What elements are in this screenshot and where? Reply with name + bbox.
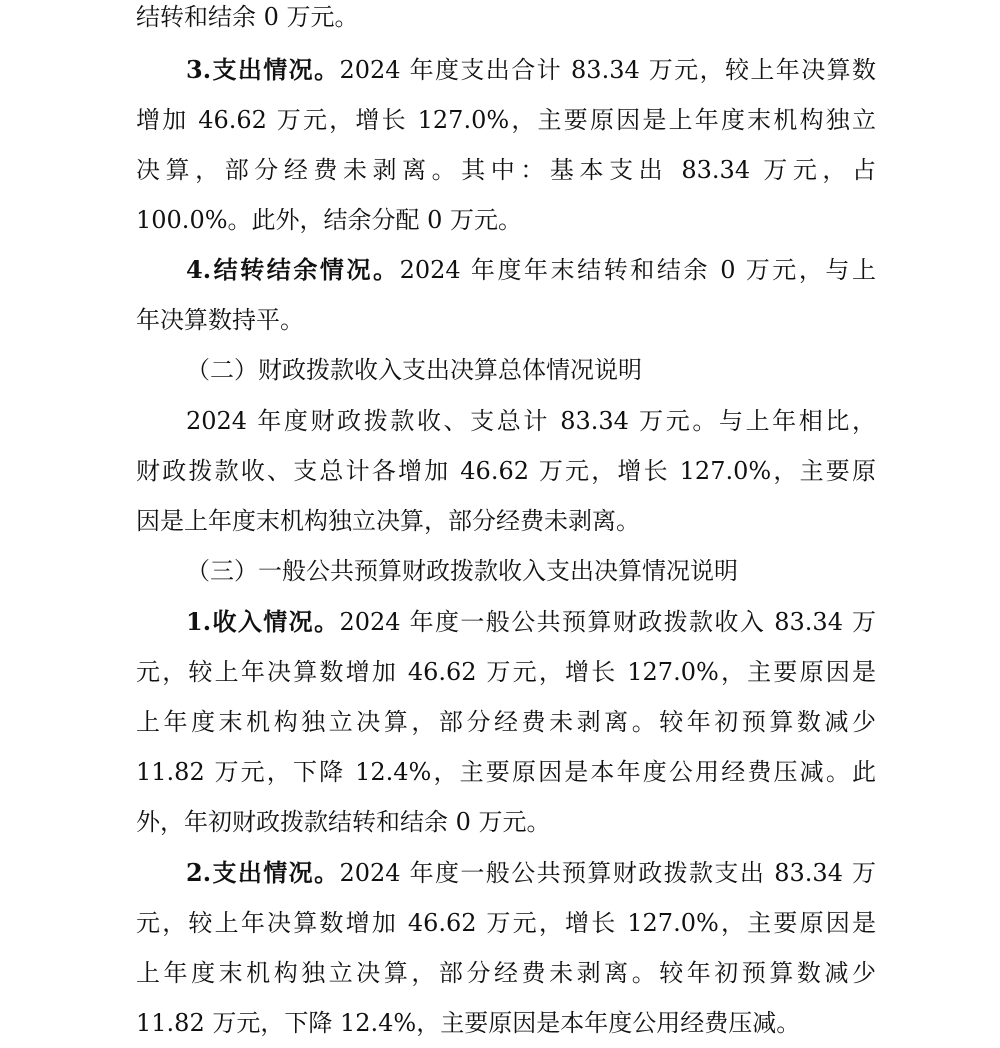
section-heading: 1.收入情况。 — [186, 607, 340, 636]
paragraph-line: 增加 46.62 万元，增长 127.0%，主要原因是上年度末机构独立 — [136, 106, 876, 134]
paragraph-line: 4.结转结余情况。2024 年度年末结转和结余 0 万元，与上 — [186, 255, 876, 284]
paragraph-line: 元，较上年决算数增加 46.62 万元，增长 127.0%，主要原因是 — [136, 909, 876, 937]
paragraph-line: 上年度末机构独立决算，部分经费未剥离。较年初预算数减少 — [136, 959, 876, 987]
subsection-title: （三）一般公共预算财政拨款收入支出决算情况说明 — [186, 557, 738, 585]
paragraph-line: 上年度末机构独立决算，部分经费未剥离。较年初预算数减少 — [136, 708, 876, 736]
paragraph-line: 财政拨款收、支总计各增加 46.62 万元，增长 127.0%，主要原 — [136, 457, 876, 485]
paragraph-line: 2024 年度财政拨款收、支总计 83.34 万元。与上年相比， — [186, 407, 876, 435]
section-heading: 3.支出情况。 — [186, 55, 340, 84]
section-heading: 2.支出情况。 — [186, 858, 340, 887]
paragraph-line: 外，年初财政拨款结转和结余 0 万元。 — [136, 808, 551, 836]
paragraph-line: 因是上年度末机构独立决算，部分经费未剥离。 — [136, 507, 640, 535]
paragraph-line: 1.收入情况。2024 年度一般公共预算财政拨款收入 83.34 万 — [186, 607, 877, 636]
paragraph-line: 决算，部分经费未剥离。其中：基本支出 83.34 万元，占 — [136, 156, 876, 184]
paragraph-line: 结转和结余 0 万元。 — [136, 3, 359, 31]
paragraph-line: 元，较上年决算数增加 46.62 万元，增长 127.0%，主要原因是 — [136, 658, 876, 686]
paragraph-line: 11.82 万元，下降 12.4%，主要原因是本年度公用经费压减。此 — [136, 758, 876, 786]
section-heading: 4.结转结余情况。 — [186, 255, 400, 284]
paragraph-line: 100.0%。此外，结余分配 0 万元。 — [136, 206, 523, 234]
paragraph-line: 11.82 万元，下降 12.4%，主要原因是本年度公用经费压减。 — [136, 1009, 801, 1037]
subsection-title: （二）财政拨款收入支出决算总体情况说明 — [186, 356, 642, 384]
paragraph-line: 2.支出情况。2024 年度一般公共预算财政拨款支出 83.34 万 — [186, 858, 877, 887]
paragraph-line: 年决算数持平。 — [136, 306, 304, 334]
paragraph-line: 3.支出情况。2024 年度支出合计 83.34 万元，较上年决算数 — [186, 55, 877, 84]
